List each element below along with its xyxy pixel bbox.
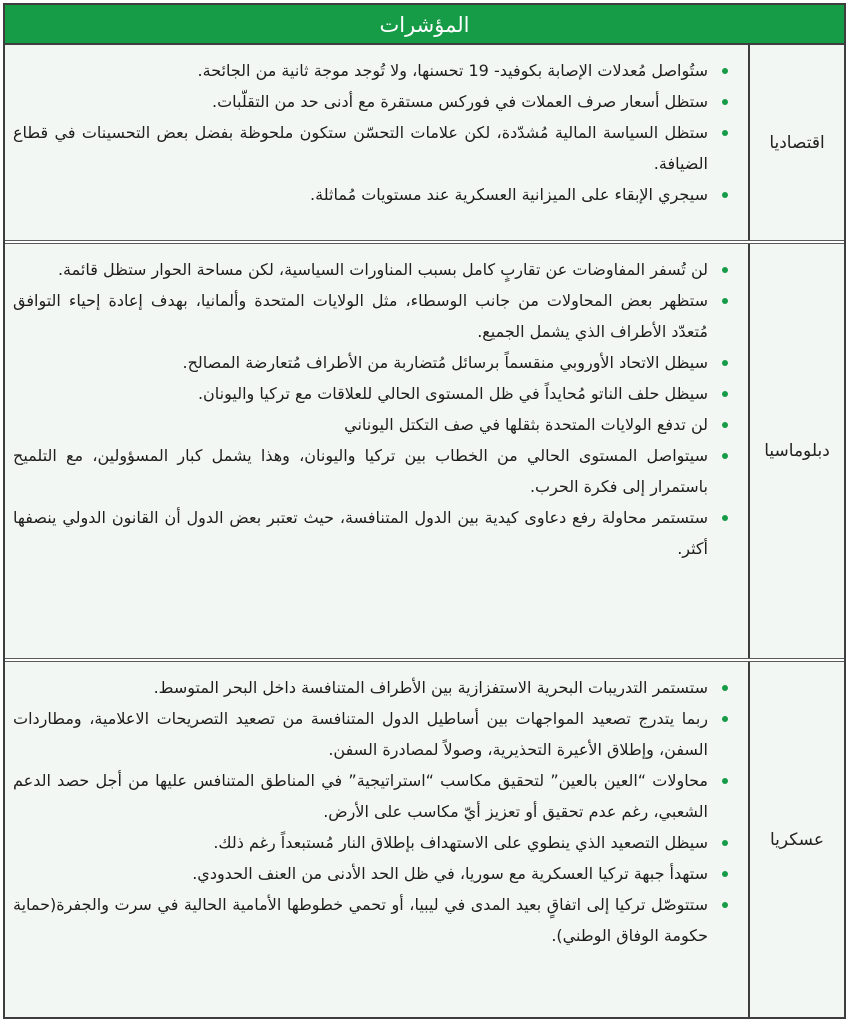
list-item: سيظل الاتحاد الأوروبي منقسماً برسائل مُتضاربة من الأطراف مُتعارضة المصالح. xyxy=(13,347,734,378)
table-row-diplomatic xyxy=(5,244,844,662)
table-header xyxy=(5,5,844,45)
list-item: محاولات “العين بالعين” لتحقيق مكاسب “استراتيجية” في المناطق المتنافس عليها من أجل حصد الدعم الشعبي، رغم عدم تحقيق أو تعزيز أيّ مكاسب على الأرض. xyxy=(13,765,734,827)
bullet-dot-icon xyxy=(722,192,728,198)
bullet-dot-icon xyxy=(722,840,728,846)
bullet-dot-icon xyxy=(722,298,728,304)
bullet-dot-icon xyxy=(722,68,728,74)
list-item: سيظل التصعيد الذي ينطوي على الاستهداف بإطلاق النار مُستبعداً رغم ذلك. xyxy=(13,827,734,858)
indicators-table xyxy=(3,3,846,1019)
bullet-dot-icon xyxy=(722,267,728,273)
bullet-dot-icon xyxy=(722,391,728,397)
bullet-dot-icon xyxy=(722,902,728,908)
row-content-cell xyxy=(5,244,748,658)
row-content-cell xyxy=(5,662,748,1017)
bullet-dot-icon xyxy=(722,685,728,691)
table-row-economic xyxy=(5,45,844,244)
bullet-dot-icon xyxy=(722,515,728,521)
list-item: لن تُسفر المفاوضات عن تقاربٍ كامل بسبب المناورات السياسية، لكن مساحة الحوار ستظل قائمة. xyxy=(13,254,734,285)
list-item: ستظل أسعار صرف العملات في فوركس مستقرة مع أدنى حد من التقلّبات. xyxy=(13,86,734,117)
list-item: ربما يتدرج تصعيد المواجهات بين أساطيل الدول المتنافسة من تصعيد التصريحات الاعلامية، ومطاردات السفن، وإطلاق الأعيرة التحذيرية، وصولاً لمصادرة السفن. xyxy=(13,703,734,765)
bullet-dot-icon xyxy=(722,99,728,105)
row-label-military: عسكريا xyxy=(770,829,824,850)
row-label-cell xyxy=(748,45,844,240)
list-item: سيظل حلف الناتو مُحايداً في ظل المستوى الحالي للعلاقات مع تركيا واليونان. xyxy=(13,378,734,409)
list-item: لن تدفع الولايات المتحدة بثقلها في صف التكتل اليوناني xyxy=(13,409,734,440)
row-label-cell xyxy=(748,662,844,1017)
list-item: ستظهر بعض المحاولات من جانب الوسطاء، مثل الولايات المتحدة وألمانيا، بهدف إعادة إحياء التوافق مُتعدّد الأطراف الذي يشمل الجميع. xyxy=(13,285,734,347)
bullet-dot-icon xyxy=(722,778,728,784)
list-item: ستستمر التدريبات البحرية الاستفزازية بين الأطراف المتنافسة داخل البحر المتوسط. xyxy=(13,672,734,703)
table-row-military xyxy=(5,662,844,1017)
bullet-list-diplomatic xyxy=(13,254,734,564)
bullet-dot-icon xyxy=(722,453,728,459)
bullet-list-military xyxy=(13,672,734,951)
list-item: ستستمر محاولة رفع دعاوى كيدية بين الدول المتنافسة، حيث تعتبر بعض الدول أن القانون الدولي ينصفها أكثر. xyxy=(13,502,734,564)
row-label-cell xyxy=(748,244,844,658)
bullet-dot-icon xyxy=(722,130,728,136)
list-item: ستتوصّل تركيا إلى اتفاقٍ بعيد المدى في ليبيا، أو تحمي خطوطها الأمامية الحالية في سرت والجفرة(حماية حكومة الوفاق الوطني). xyxy=(13,889,734,951)
row-content-cell xyxy=(5,45,748,240)
bullet-dot-icon xyxy=(722,871,728,877)
bullet-dot-icon xyxy=(722,716,728,722)
list-item: ستُواصل مُعدلات الإصابة بكوفيد- 19 تحسنها، ولا تُوجد موجة ثانية من الجائحة. xyxy=(13,55,734,86)
list-item: سيتواصل المستوى الحالي من الخطاب بين تركيا واليونان، وهذا يشمل كبار المسؤولين، مع التلميح باستمرار إلى فكرة الحرب. xyxy=(13,440,734,502)
list-item: ستهدأ جبهة تركيا العسكرية مع سوريا، في ظل الحد الأدنى من العنف الحدودي. xyxy=(13,858,734,889)
list-item: سيجري الإبقاء على الميزانية العسكرية عند مستويات مُماثلة. xyxy=(13,179,734,210)
list-item: ستظل السياسة المالية مُشدّدة، لكن علامات التحسّن ستكون ملحوظة بفضل بعض التحسينات في قطاع الضيافة. xyxy=(13,117,734,179)
bullet-dot-icon xyxy=(722,360,728,366)
bullet-list-economic xyxy=(13,55,734,210)
row-label-diplomatic: دبلوماسيا xyxy=(764,441,830,461)
row-label-economic: اقتصاديا xyxy=(769,132,825,153)
header-title: المؤشرات xyxy=(379,13,470,37)
bullet-dot-icon xyxy=(722,422,728,428)
